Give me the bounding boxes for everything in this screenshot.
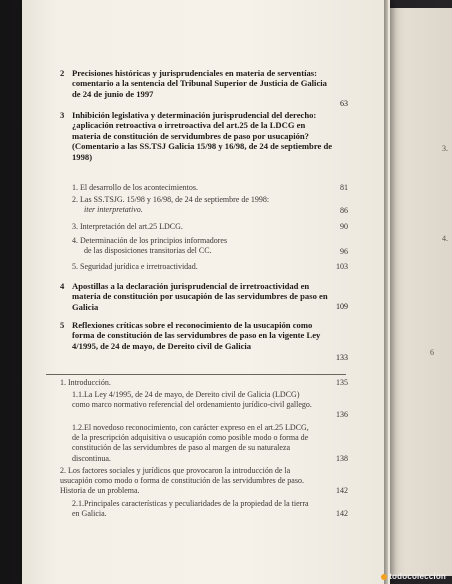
- subentry-page: 81: [340, 183, 348, 192]
- section-page: 109: [336, 302, 348, 311]
- toc-subentry: [72, 222, 348, 232]
- subentry-page: 86: [340, 206, 348, 215]
- subentry-title: 2. Las SS.TSJG. 15/98 y 16/98, de 24 de septiembre de 1998:: [72, 195, 270, 204]
- section-title: Inhibición legislativa y determinación jurisprudencial del derecho: ¿aplicación retroactiva o irretroactiva del art.25 de la LDCG en materia de constitución de servidumbres de paso por usucapión? (Comentario a las SS.TSJ Galicia 15/98 y 16/98, de 24 de septiembre de 1998): [72, 110, 333, 162]
- section-page: 133: [336, 353, 348, 362]
- subentry-page: 96: [340, 247, 348, 256]
- toc-subentry: [72, 236, 348, 256]
- toc-subentry: [72, 423, 348, 464]
- section-number: 2: [60, 68, 65, 78]
- toc-subentry: [60, 466, 348, 497]
- facing-page: [386, 8, 452, 576]
- subentry-page: 142: [336, 509, 348, 518]
- watermark-logo: [381, 572, 446, 581]
- toc-section-5: [60, 320, 348, 372]
- logo-dot-icon: [381, 574, 387, 580]
- section-title: Apostillas a la declaración jurisprudencial de irretroactividad en materia de constitución por usucapión de las servidumbres de paso en Galicia: [72, 281, 328, 312]
- toc-section-4: [60, 281, 348, 315]
- toc-subentry: [60, 378, 348, 388]
- subentry-title: 3. Interpretación del art.25 LDCG.: [72, 222, 183, 231]
- subentry-page: 90: [340, 222, 348, 231]
- section-divider: [46, 374, 346, 375]
- toc-section-2: [60, 68, 348, 108]
- subentry-page: 136: [336, 410, 348, 419]
- subentry-title: 4. Determinación de los principios informadores: [72, 236, 228, 245]
- section-number: 3: [60, 110, 65, 120]
- subentry-title-line2: de las disposiciones transitorias del CC.: [84, 246, 212, 256]
- subentry-title: 1. El desarrollo de los acontecimientos.: [72, 183, 198, 192]
- toc-subentry: [72, 195, 348, 215]
- facing-page-number: 3.: [442, 144, 448, 153]
- section-number: 5: [60, 320, 65, 330]
- facing-page-number: 4.: [442, 234, 448, 243]
- subentry-title-line2: iter interpretativo.: [84, 205, 143, 215]
- subentry-page: 142: [336, 486, 348, 495]
- section-title: Precisiones históricas y jurisprudenciales en materia de serventías: comentario a la sentencia del Tribunal Superior de Justicia de Galicia de 24 de junio de 1997: [72, 68, 327, 99]
- section-title: Reflexiones críticas sobre el reconocimiento de la usucapión como forma de constitución de las servidumbres de paso en la vigente Ley 4/1995, de 24 de mayo, de Dereito civil de Galicia: [72, 320, 321, 351]
- toc-subentry: [72, 499, 348, 519]
- subentry-title: 1.2.El novedoso reconocimiento, con carácter expreso en el art.25 LDCG, de la prescripción adquisitiva o usucapión como posible modo o forma de constitución de las servidumbres de paso al margen de su naturaleza discontinua.: [72, 423, 309, 463]
- subentry-title: 1.1.La Ley 4/1995, de 24 de mayo, de Dereito civil de Galicia (LDCG) como marco normativo referencial del ordenamiento jurídico-civil gallego.: [72, 390, 312, 410]
- section-number: 4: [60, 281, 65, 291]
- page-gutter: [384, 0, 388, 584]
- subentry-page: 103: [336, 262, 348, 271]
- subentry-title: 5. Seguridad jurídica e irretroactividad.: [72, 262, 198, 271]
- toc-subentry: [72, 183, 348, 193]
- section-page: 63: [340, 99, 348, 108]
- toc-subentry: [72, 262, 348, 272]
- subentry-page: 138: [336, 454, 348, 463]
- subentry-title: 2.1.Principales características y peculiaridades de la propiedad de la tierra en Galicia.: [72, 499, 309, 519]
- toc-subentry: [72, 390, 348, 419]
- facing-page-number: 6: [430, 348, 434, 357]
- subentry-title: 2. Los factores sociales y jurídicos que provocaron la introducción de la usucapión como modo o forma de constitución de las servidumbres de paso. Historia de un problema.: [60, 466, 304, 496]
- toc-section-3: [60, 110, 348, 182]
- subentry-title: 1. Introducción.: [60, 378, 111, 387]
- watermark-text: todocoleccion: [389, 572, 446, 581]
- subentry-page: 135: [336, 378, 348, 387]
